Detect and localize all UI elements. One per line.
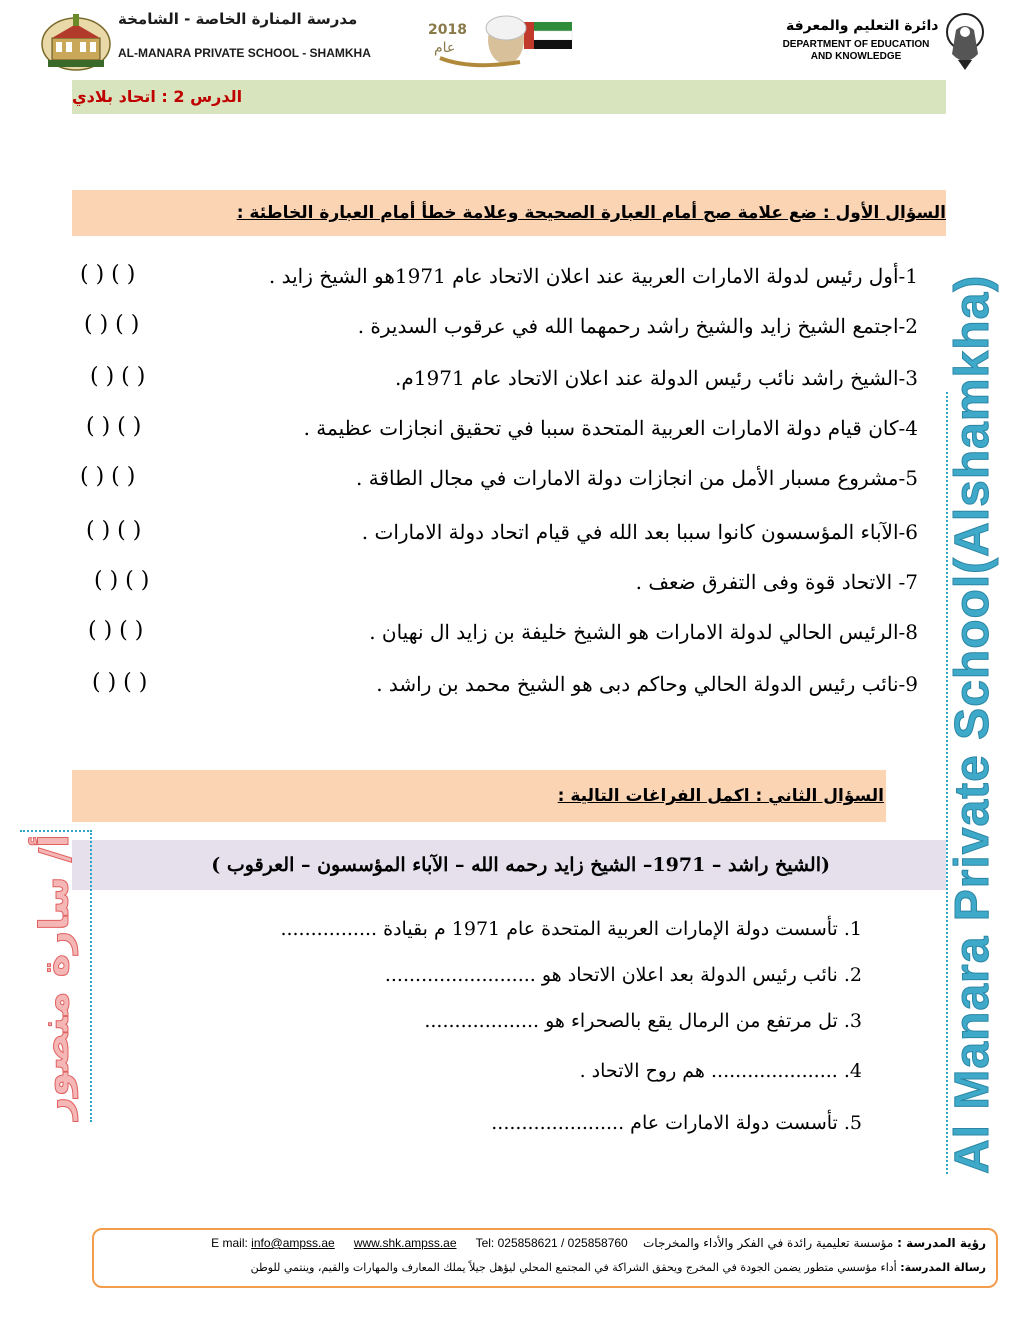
footer-website-link[interactable]: www.shk.ampss.ae bbox=[353, 1236, 457, 1250]
footer-email bbox=[211, 1236, 335, 1250]
teacher-watermark-text: أ/ سارة منصور bbox=[32, 834, 78, 1120]
mission-text: أداء مؤسسي متطور يضمن الجودة في المخرج ويحقق الشراكة في المجتمع المحلي ليؤهل جيلاً يملك المعارف والمهارات والقيم، وينتمي للوطن bbox=[250, 1261, 897, 1274]
fill-item-5: 5. تأسست دولة الامارات عام ...................... bbox=[491, 1112, 862, 1134]
question1-item-7: 7- الاتحاد قوة وفى التفرق ضعف . bbox=[635, 570, 918, 594]
question1-item-3: 3-الشيخ راشد نائب رئيس الدولة عند اعلان الاتحاد عام 1971م. bbox=[395, 366, 918, 390]
school-watermark-frame bbox=[946, 274, 1020, 1174]
answer-blank-1[interactable]: ( ) ( ) bbox=[80, 262, 136, 287]
footer-line-mission bbox=[104, 1261, 986, 1274]
year-of-zayed-logo bbox=[420, 8, 580, 78]
email-label: E mail: bbox=[211, 1236, 248, 1250]
question1-item-6: 6-الآباء المؤسسون كانوا سببا بعد الله في قيام اتحاد دولة الامارات . bbox=[361, 520, 918, 544]
question1-item-4: 4-كان قيام دولة الامارات العربية المتحدة سببا في تحقيق انجازات عظيمة . bbox=[303, 416, 918, 440]
school-name-ar: مدرسة المنارة الخاصة - الشامخة bbox=[118, 10, 358, 28]
vision-text: مؤسسة تعليمية رائدة في الفكر والأداء والمخرجات bbox=[643, 1236, 894, 1250]
answer-blank-3[interactable]: ( ) ( ) bbox=[90, 364, 146, 389]
year-logo-year: 2018 bbox=[428, 22, 467, 38]
question1-item-2: 2-اجتمع الشيخ زايد والشيخ راشد رحمهما الله في عرقوب السديرة . bbox=[357, 314, 918, 338]
fill-item-4: 4. ..................... هم روح الاتحاد . bbox=[579, 1060, 862, 1082]
vision-label: رؤية المدرسة : bbox=[897, 1236, 986, 1250]
fill-item-1: 1. تأسست دولة الإمارات العربية المتحدة عام 1971 م بقيادة ................ bbox=[280, 918, 862, 940]
mission-label: رسالة المدرسة: bbox=[900, 1261, 986, 1274]
school-watermark-text: Al Manara Private School(Alshamkha) bbox=[946, 274, 999, 1174]
question1-title: السؤال الأول : ضع علامة صح أمام العبارة الصحيحة وعلامة خطأ أمام العبارة الخاطئة : bbox=[236, 203, 946, 223]
question1-item-9: 9-نائب رئيس الدولة الحالي وحاكم دبى هو الشيخ محمد بن راشد . bbox=[376, 672, 918, 696]
question1-item-5: 5-مشروع مسبار الأمل من انجازات دولة الامارات في مجال الطاقة . bbox=[356, 466, 918, 490]
answer-blank-2[interactable]: ( ) ( ) bbox=[84, 312, 140, 337]
answer-blank-8[interactable]: ( ) ( ) bbox=[88, 618, 144, 643]
lesson-title: الدرس 2 : اتحاد بلادي bbox=[72, 87, 243, 106]
answer-blank-9[interactable]: ( ) ( ) bbox=[92, 670, 148, 695]
word-bank: (الشيخ راشد – 1971– الشيخ زايد رحمه الله – الآباء المؤسسون – العرقوب ) bbox=[211, 854, 830, 876]
footer-email-link[interactable]: info@ampss.ae bbox=[251, 1236, 335, 1250]
school-name-en: AL-MANARA PRIVATE SCHOOL - SHAMKHA bbox=[118, 46, 371, 60]
fill-item-3: 3. تل مرتفع من الرمال يقع بالصحراء هو ................... bbox=[424, 1010, 862, 1032]
year-logo-word: عام bbox=[434, 40, 456, 56]
school-logo bbox=[40, 10, 112, 72]
fill-item-2: 2. نائب رئيس الدولة بعد اعلان الاتحاد هو ......................... bbox=[384, 964, 862, 986]
question2-title: السؤال الثاني : اكمل الفراغات التالية : bbox=[557, 786, 884, 806]
question1-item-8: 8-الرئيس الحالي لدولة الامارات هو الشيخ خليفة بن زايد ال نهيان . bbox=[369, 620, 918, 644]
answer-blank-7[interactable]: ( ) ( ) bbox=[94, 568, 150, 593]
footer-phone: Tel: 025858621 / 025858760 bbox=[475, 1236, 628, 1250]
question1-item-1: 1-أول رئيس لدولة الامارات العربية عند اعلان الاتحاد عام 1971هو الشيخ زايد . bbox=[268, 264, 918, 288]
answer-blank-4[interactable]: ( ) ( ) bbox=[86, 414, 142, 439]
teacher-watermark-frame bbox=[20, 830, 92, 1122]
department-name-ar: دائرة التعليم والمعرفة bbox=[786, 18, 939, 34]
footer-line-vision bbox=[104, 1236, 986, 1250]
department-name-en: DEPARTMENT OF EDUCATION AND KNOWLEDGE bbox=[782, 39, 930, 62]
answer-blank-6[interactable]: ( ) ( ) bbox=[86, 518, 142, 543]
abu-dhabi-emblem-logo bbox=[940, 10, 990, 72]
answer-blank-5[interactable]: ( ) ( ) bbox=[80, 464, 136, 489]
